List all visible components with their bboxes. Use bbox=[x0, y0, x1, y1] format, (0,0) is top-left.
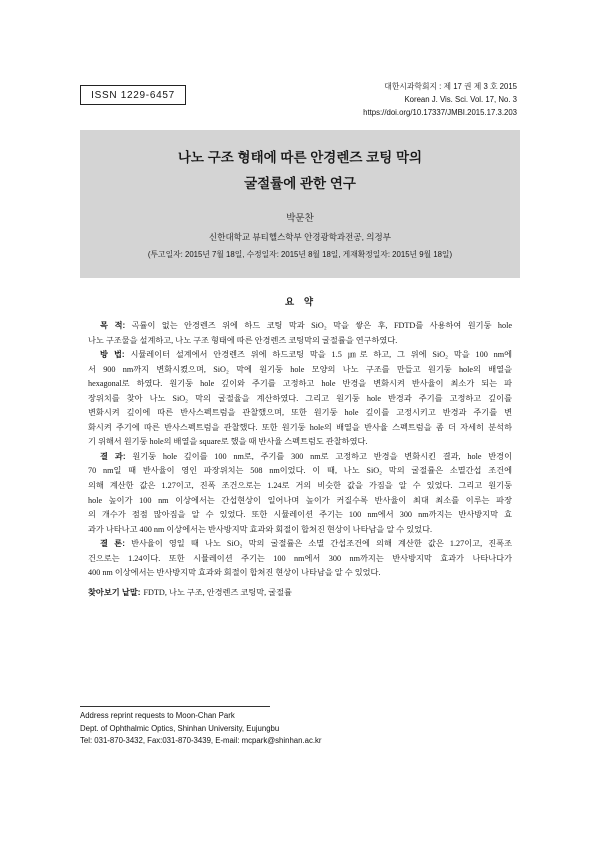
abstract-line bbox=[88, 319, 512, 334]
abstract-section bbox=[88, 537, 512, 581]
abstract-line bbox=[88, 334, 512, 349]
keywords-list: FDTD, 나노 구조, 안경렌즈 코팅막, 굴절률 bbox=[143, 588, 292, 597]
abstract-section bbox=[88, 450, 512, 537]
correspondence-name: Address reprint requests to Moon-Chan Park bbox=[80, 711, 235, 720]
abstract-heading: 요 약 bbox=[285, 297, 315, 308]
abstract-line-text: 원기둥 hole 깊이를 100 nm로, 주기를 300 nm로 고정하고 반경을 변화시킨 결과, hole 반경이 bbox=[132, 451, 513, 461]
abstract-line bbox=[88, 508, 512, 523]
submission-dates: (투고일자: 2015년 7월 18일, 수정일자: 2015년 8월 18일, 게재확정일자: 2015년 9월 18일) bbox=[147, 250, 453, 259]
abstract-line-text: 과가 나타나고 400 nm 이상에서는 반사방지막 효과와 회절이 합쳐진 현상이 나타남을 알 수 있었다. bbox=[88, 524, 433, 534]
abstract-line bbox=[88, 494, 512, 509]
abstract-line bbox=[88, 377, 512, 392]
abstract-section bbox=[88, 348, 512, 450]
abstract-line-text: 기 위해서 원기둥 hole의 배열을 square로 했을 때 반사율 스펙트럼도 관찰하였다. bbox=[88, 437, 368, 447]
abstract-line-text: 건으로는 1.24이다. 또한 시뮬레이션 주기는 100 nm에서 300 nm까지는 반사방지막 효과가 나타나다가 bbox=[88, 553, 512, 563]
abstract-body bbox=[88, 319, 512, 581]
doi: https://doi.org/10.17337/JMBI.2015.17.3.203 bbox=[363, 108, 517, 117]
abstract-line bbox=[88, 552, 512, 567]
footnote-divider bbox=[80, 706, 270, 707]
paper-title-line-1: 나노 구조 형태에 따른 안경렌즈 코팅 막의 bbox=[177, 150, 423, 165]
abstract-line-text: 장위치를 찾아 나노 SiO₂ 막의 굴절율을 계산하였다. 그리고 원기둥 hole 반경과 주기를 고정하고 깊이를 bbox=[88, 393, 512, 403]
abstract-section-label: 목 적: bbox=[100, 321, 126, 330]
abstract-line-text: 곡률이 없는 안경렌즈 위에 하드 코팅 막과 SiO₂ 막을 쌓은 후, FDTD를 사용하여 원기둥 hole bbox=[131, 321, 512, 330]
abstract-line-text: 의해 계산한 값은 1.27이고, 진폭 조건으로는 1.24로 거의 비슷한 값을 가짐을 알 수 있었다. 그리고 원기둥 bbox=[88, 481, 512, 491]
abstract-line-text: 화시켜 주기에 따른 반사스펙트럼을 관찰했다. 또한 원기둥 hole의 배열을 반사율 스펙트럼을 좀 더 자세히 분석하 bbox=[88, 422, 512, 432]
abstract-line bbox=[88, 348, 512, 363]
abstract-line-text: 의 개수가 점점 많아짐을 알 수 있었다. 또한 시뮬레이션 주기는 100 nm에서 300 nm까지는 반사방지막 효 bbox=[88, 510, 512, 520]
correspondence-contact: Tel: 031-870-3432, Fax:031-870-3439, E-mail: mcpark@shinhan.ac.kr bbox=[80, 736, 322, 745]
abstract-line-text: 시뮬레이터 설계에서 안경렌즈 위에 하드코팅 막을 1.5 ㎛로 하고, 그 위에 SiO₂ 막을 100 nm에 bbox=[130, 350, 512, 360]
abstract-line bbox=[88, 363, 512, 378]
journal-issue: 대한시과학회지 : 제 17 권 제 3 호 2015 bbox=[384, 82, 517, 91]
abstract-line-text: 나노 구조물을 설계하고, 나노 구조 형태에 따른 안경렌즈 코팅막의 굴절률을 연구하였다. bbox=[88, 335, 398, 345]
abstract-line bbox=[88, 435, 512, 450]
paper-title-line-2: 굴절률에 관한 연구 bbox=[244, 176, 356, 191]
issn-box bbox=[80, 85, 186, 105]
abstract-line bbox=[88, 566, 512, 581]
abstract-section-label: 방 법: bbox=[100, 350, 125, 360]
abstract-line-text: 70 nm일 때 반사율이 영인 파장위치는 508 nm이었다. 이 때, 나노 SiO₂ 막의 굴절률은 소멸간섭 조건에 bbox=[88, 466, 512, 476]
abstract-line-text: 400 nm 이상에서는 반사방지막 효과와 회절이 합쳐진 현상이 나타남을 알 수 있었다. bbox=[88, 568, 381, 578]
abstract-line bbox=[88, 406, 512, 421]
abstract-line bbox=[88, 464, 512, 479]
abstract-line bbox=[88, 450, 512, 465]
correspondence-footnote bbox=[80, 710, 322, 748]
abstract-section-label: 결 론: bbox=[100, 539, 125, 549]
abstract-line-text: hole 높이가 100 nm 이상에서는 간섭현상이 일어나며 높이가 커질수록 반사율이 최대 최소를 이루는 파장 bbox=[88, 495, 512, 505]
keywords bbox=[88, 586, 292, 600]
journal-issue-english: Korean J. Vis. Sci. Vol. 17, No. 3 bbox=[404, 95, 517, 104]
author-affiliation: 신한대학교 뷰티헬스학부 안경광학과전공, 의정부 bbox=[209, 232, 391, 242]
title-box bbox=[80, 130, 520, 278]
abstract-line-text: hexagonal로 하였다. 원기둥 hole 깊이와 주기를 고정하고 hole 반경을 변화시켜 반사율이 최소가 되는 파 bbox=[88, 379, 512, 389]
correspondence-address: Dept. of Ophthalmic Optics, Shinhan University, Eujungbu bbox=[80, 723, 280, 733]
abstract-line bbox=[88, 523, 512, 538]
author-name: 박문찬 bbox=[286, 213, 314, 224]
abstract-line-text: 반사율이 영일 때 나노 SiO₂ 막의 굴절률은 소멸 간섭조건에 의해 계산한 값은 1.27이고, 진폭조 bbox=[131, 539, 512, 549]
journal-info bbox=[363, 80, 517, 119]
abstract-line bbox=[88, 537, 512, 552]
abstract-line bbox=[88, 392, 512, 407]
keywords-label: 찾아보기 낱말: bbox=[88, 588, 141, 597]
abstract-line-text: 서 900 nm까지 변화시켰으며, SiO₂ 막에 원기둥 hole 모양의 나노 구조를 만들고 원기둥 hole의 배열을 bbox=[88, 364, 512, 374]
abstract-line bbox=[88, 479, 512, 494]
paper-title bbox=[80, 145, 520, 197]
abstract-line-text: 변화시켜 깊이에 따른 반사스펙트럼을 관찰했으며, 또한 원기둥 hole 깊이를 고정시키고 반경과 주기를 변 bbox=[88, 408, 512, 418]
abstract-line bbox=[88, 421, 512, 436]
abstract-section bbox=[88, 319, 512, 348]
issn-number: ISSN 1229-6457 bbox=[91, 89, 175, 101]
abstract-section-label: 결 과: bbox=[100, 451, 126, 461]
